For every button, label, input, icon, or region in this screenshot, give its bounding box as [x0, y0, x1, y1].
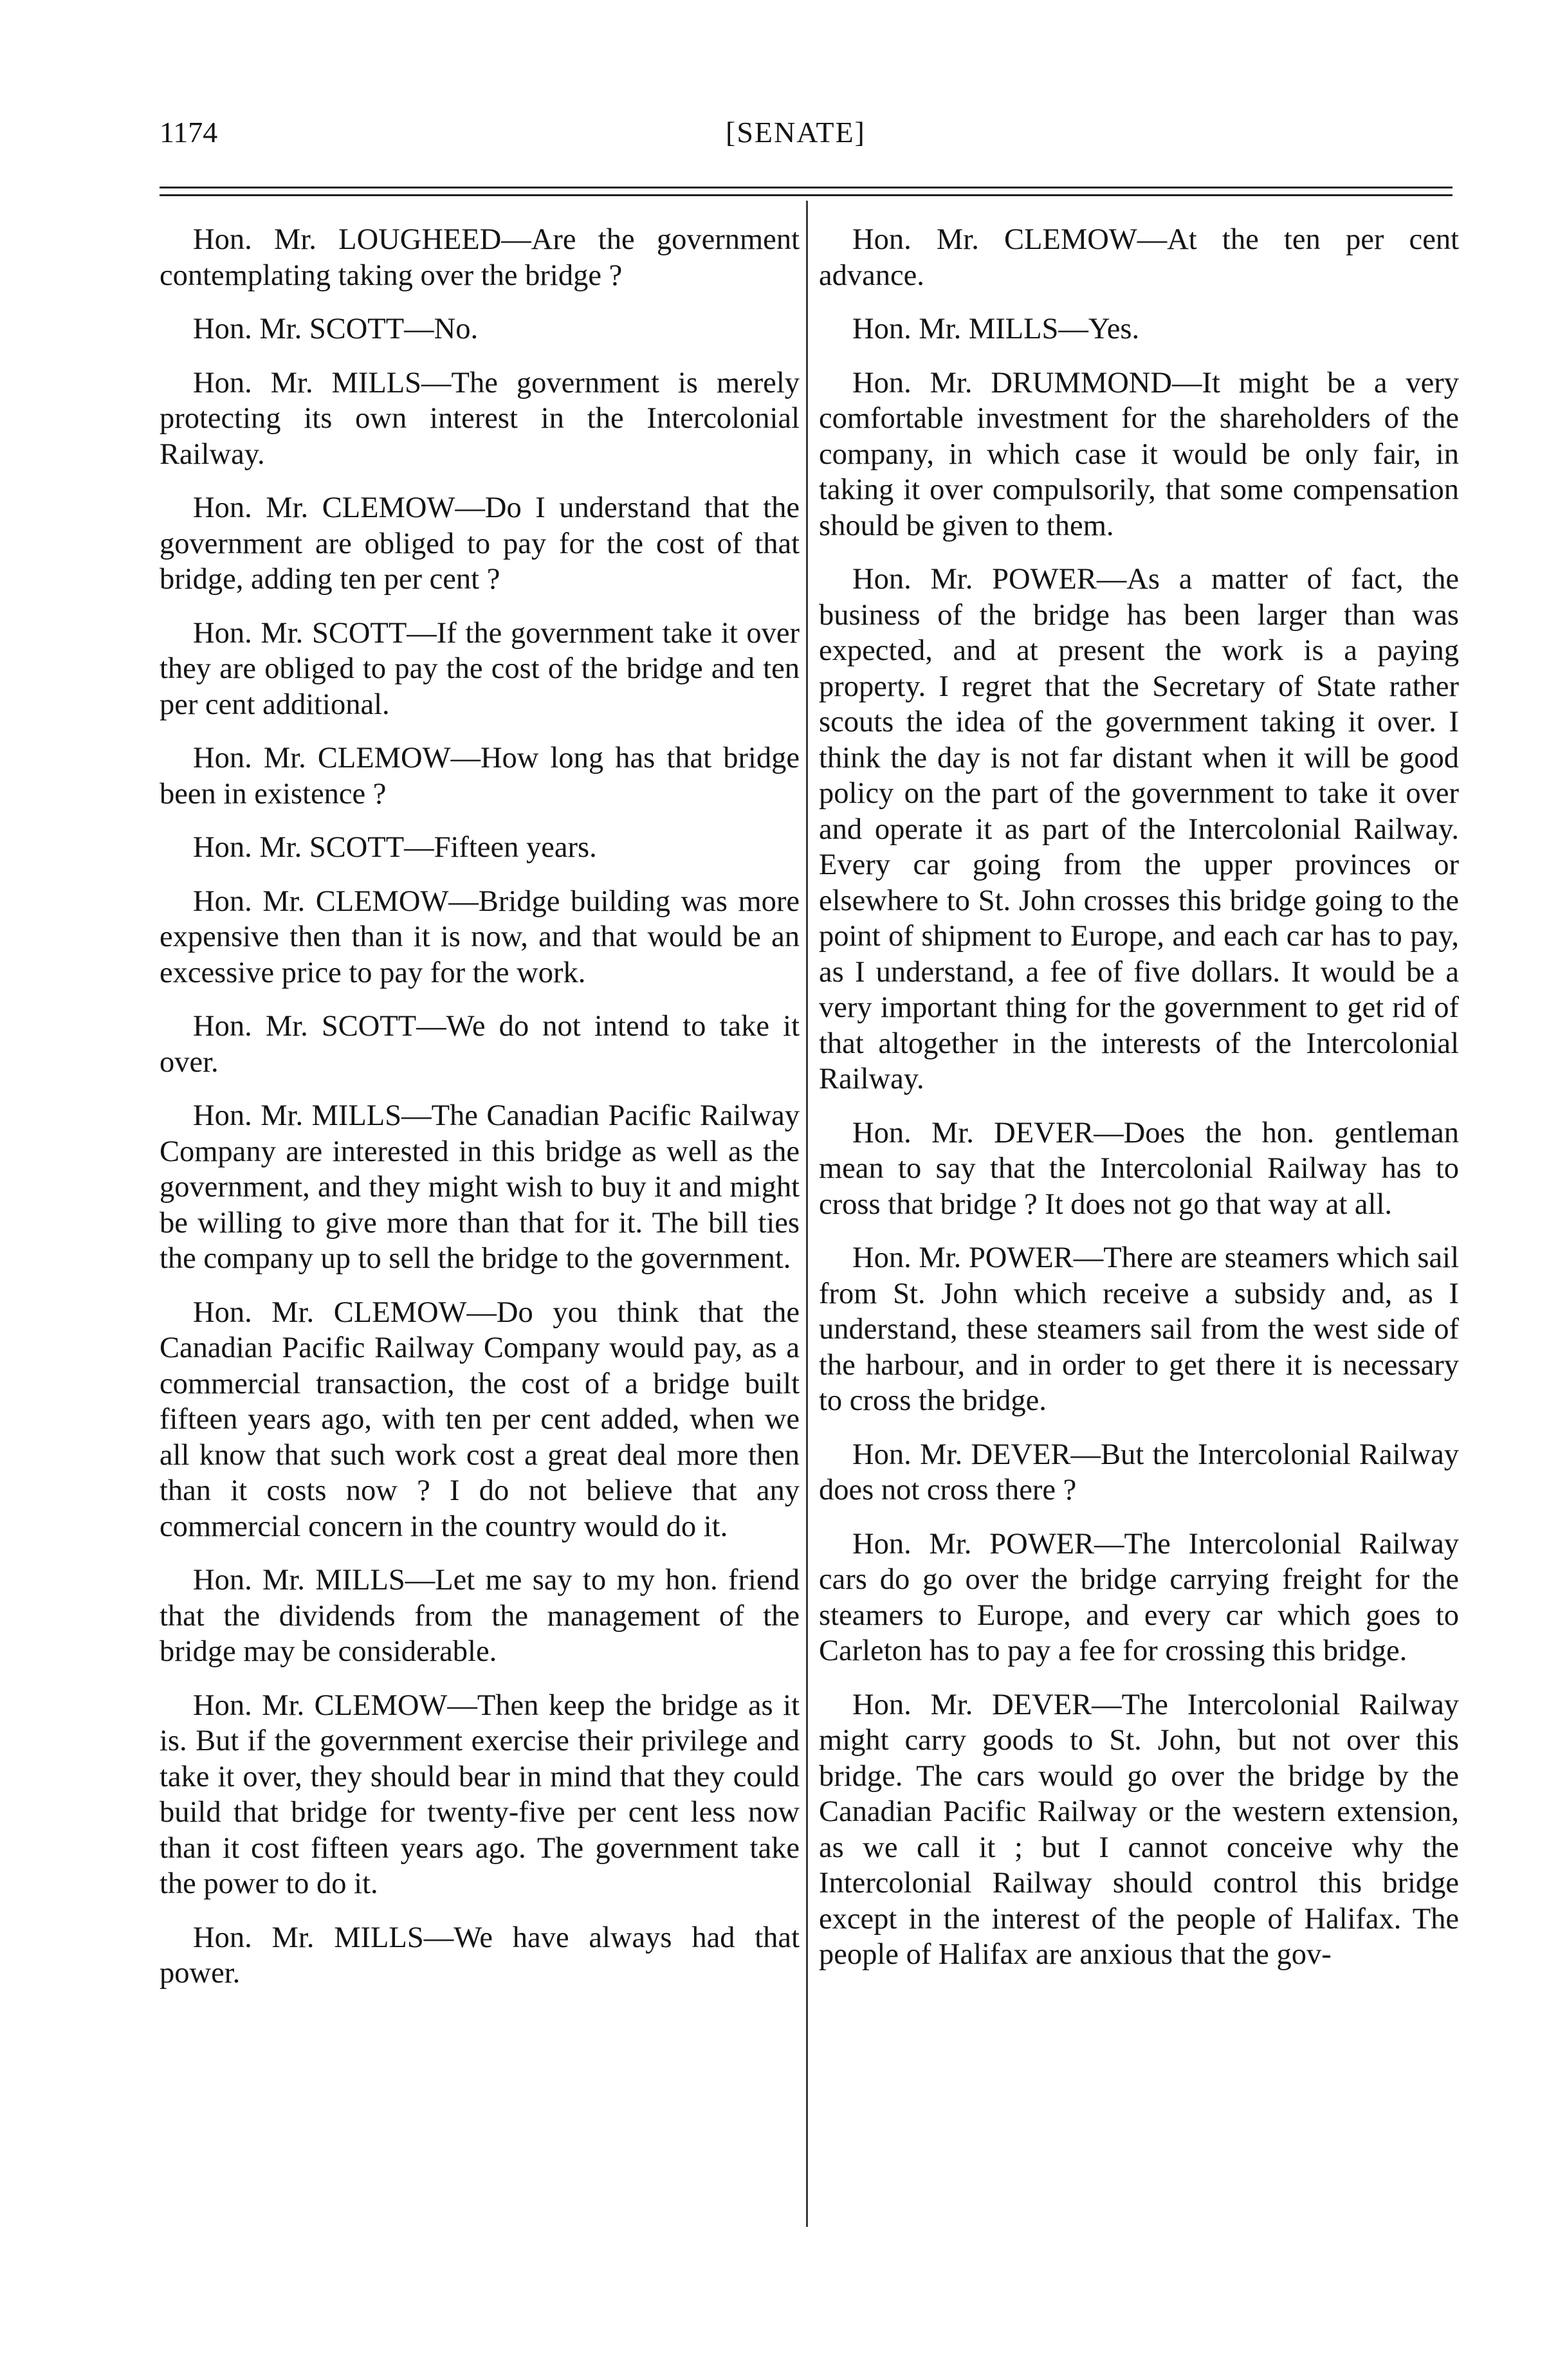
speech-paragraph — [819, 1687, 1459, 1973]
speaker-name: Hon. Mr. DRUMMOND — [852, 366, 1172, 399]
speaker-name: Hon. Mr. DEVER — [852, 1688, 1092, 1721]
speech-text: —Fifteen years. — [404, 831, 597, 864]
speech-paragraph — [160, 1295, 800, 1545]
right-column — [819, 222, 1459, 1991]
speech-text: —At the ten per cent advance. — [819, 223, 1459, 292]
header-rule-bottom — [160, 194, 1453, 196]
speech-paragraph — [160, 1098, 800, 1277]
speech-text: —We have always had that power. — [160, 1921, 800, 1990]
speech-paragraph — [819, 1240, 1459, 1419]
speech-paragraph — [160, 884, 800, 991]
running-head: [SENATE] — [726, 116, 866, 149]
speaker-name: Hon. Mr. CLEMOW — [193, 1295, 467, 1329]
speaker-name: Hon. Mr. MILLS — [193, 1099, 402, 1132]
speech-text: —How long has that bridge been in existence ? — [160, 742, 800, 810]
speech-paragraph — [819, 562, 1459, 1097]
speech-paragraph — [160, 365, 800, 473]
speech-paragraph — [160, 222, 800, 293]
speaker-name: Hon. Mr. SCOTT — [193, 831, 405, 864]
speech-text: —It might be a very comfortable investment for the shareholders of the company, in which case it would be only fair, in taking it over compulsorily, that some compensation should be given to them. — [819, 366, 1459, 542]
speech-paragraph — [160, 1920, 800, 1991]
speech-text: —If the government take it over they are obliged to pay the cost of the bridge and ten per cent additional. — [160, 616, 800, 721]
speech-text: —As a matter of fact, the business of the bridge has been larger than was expected, and at present the work is a paying property. I regret that the Secretary of State rather scouts the idea of the government taking it over. I think the day is not far distant when it will be good policy on the part of the government to take it over and operate it as part of the Intercolonial Railway. Every car going from the upper provinces or elsewhere to St. John crosses this bridge going to the point of shipment to Europe, and each car has to pay, as I understand, a fee of five dollars. It would be a very important thing for the government to get rid of that altogether in the interests of the Intercolonial Railway. — [819, 563, 1459, 1095]
speaker-name: Hon. Mr. MILLS — [193, 1921, 424, 1954]
speech-text: —The Intercolonial Railway cars do go over the bridge carrying freight for the steamers to Europe, and every car which goes to Carleton has to pay a fee for crossing this bridge. — [819, 1527, 1459, 1667]
speech-paragraph — [160, 1009, 800, 1080]
speech-paragraph — [819, 1526, 1459, 1669]
speech-paragraph — [160, 1688, 800, 1902]
speaker-name: Hon. Mr. CLEMOW — [193, 742, 451, 774]
page-number: 1174 — [160, 116, 218, 149]
speaker-name: Hon. Mr. MILLS — [193, 1564, 405, 1597]
speech-text: —Then keep the bridge as it is. But if the government exercise their privilege and take it over, they should bear in mind that they could build that bridge for twenty-five per cent less now than it cost fifteen years ago. The government take the power to do it. — [160, 1689, 800, 1900]
column-divider — [806, 201, 808, 2227]
speaker-name: Hon. Mr. POWER — [852, 1241, 1074, 1274]
speech-paragraph — [819, 311, 1459, 347]
left-column — [160, 222, 800, 2009]
speech-paragraph — [160, 616, 800, 723]
speaker-name: Hon. Mr. SCOTT — [193, 313, 405, 345]
speech-text: —The government is merely protecting its own interest in the Intercolonial Railway. — [160, 366, 800, 471]
speech-paragraph — [160, 490, 800, 598]
speech-paragraph — [160, 830, 800, 866]
speaker-name: Hon. Mr. DEVER — [852, 1116, 1094, 1149]
speaker-name: Hon. Mr. MILLS — [852, 313, 1059, 345]
speech-text: —But the Intercolonial Railway does not cross there ? — [819, 1438, 1459, 1506]
speech-paragraph — [160, 1562, 800, 1670]
speech-text: —No. — [404, 313, 479, 345]
speech-text: —Do I understand that the government are obliged to pay for the cost of that bridge, adding ten per cent ? — [160, 491, 800, 596]
speaker-name: Hon. Mr. SCOTT — [193, 1010, 417, 1043]
speech-paragraph — [819, 365, 1459, 544]
speech-text: —Bridge building was more expensive then than it is now, and that would be an excessive price to pay for the work. — [160, 884, 800, 989]
speech-paragraph — [819, 1437, 1459, 1508]
speech-text: —Do you think that the Canadian Pacific Railway Company would pay, as a commercial transaction, the cost of a bridge built fifteen years ago, with ten per cent added, when we all know that such work cost a great deal more then than it costs now ? I do not believe that any commercial concern in the country would do it. — [160, 1295, 800, 1543]
speech-text: —There are steamers which sail from St. John which receive a subsidy and, as I understand, these steamers sail from the west side of the harbour, and in order to get there it is necessary to cross the bridge. — [819, 1241, 1459, 1417]
speech-text: —Let me say to my hon. friend that the dividends from the management of the bridge may be considerable. — [160, 1564, 800, 1668]
speaker-name: Hon. Mr. CLEMOW — [193, 1689, 448, 1722]
speaker-name: Hon. Mr. CLEMOW — [193, 491, 455, 524]
speaker-name: Hon. Mr. DEVER — [852, 1438, 1071, 1471]
speaker-name: Hon. Mr. CLEMOW — [852, 223, 1137, 256]
speech-text: —The Canadian Pacific Railway Company are interested in this bridge as well as the government, and they might wish to buy it and might be willing to give more than that for it. The bill ties the company up to sell the bridge to the government. — [160, 1099, 800, 1275]
speech-paragraph — [819, 1115, 1459, 1223]
header-rule-top — [160, 187, 1453, 188]
speech-paragraph — [160, 311, 800, 347]
speech-text: —Yes. — [1058, 313, 1140, 345]
speech-paragraph — [160, 740, 800, 812]
speech-text: —Are the government contemplating taking over the bridge ? — [160, 223, 800, 292]
speech-text: —We do not intend to take it over. — [160, 1010, 800, 1079]
speech-text: —The Intercolonial Railway might carry goods to St. John, but not over this bridge. The cars would go over the bridge by the Canadian Pacific Railway or the western extension, as we call it ; but I cannot conceive why the Intercolonial Railway should control this bridge except in the interest of the people of Halifax. The people of Halifax are anxious that the gov- — [819, 1688, 1459, 1971]
speaker-name: Hon. Mr. LOUGHEED — [193, 223, 502, 256]
speech-paragraph — [819, 222, 1459, 293]
speaker-name: Hon. Mr. MILLS — [193, 366, 422, 399]
speaker-name: Hon. Mr. POWER — [852, 563, 1097, 596]
speaker-name: Hon. Mr. CLEMOW — [193, 884, 449, 918]
speaker-name: Hon. Mr. SCOTT — [193, 616, 407, 650]
speech-text: —Does the hon. gentleman mean to say that the Intercolonial Railway has to cross that bridge ? It does not go that way at all. — [819, 1116, 1459, 1221]
speaker-name: Hon. Mr. POWER — [852, 1527, 1095, 1561]
